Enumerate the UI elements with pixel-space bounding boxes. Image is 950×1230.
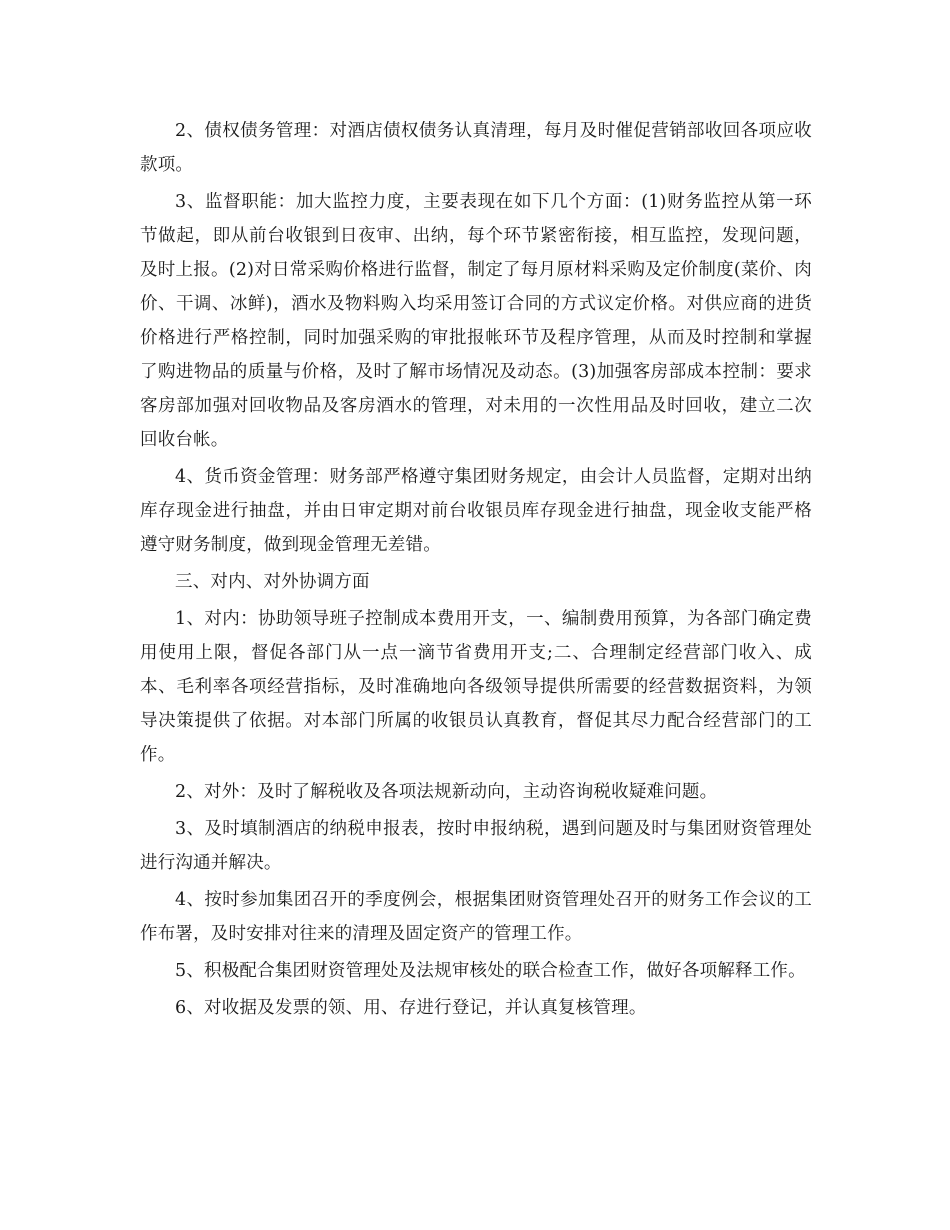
paragraph-supervision: 3、监督职能：加大监控力度，主要表现在如下几个方面：(1)财务监控从第一环节做起，即从前台收银到日夜审、出纳，每个环节紧密衔接，相互监控，发现问题，及时上报。(2)对日常采购价格进行监督，制定了每月原材料采购及定价制度(菜价、肉价、干调、冰鲜)，酒水及物料购入均采用签订合同的方式议定价格。对供应商的进货价格进行严格控制，同时加强采购的审批报帐环节及程序管理，从而及时控制和掌握了购进物品的质量与价格，及时了解市场情况及动态。(3)加强客房部成本控制：要求客房部加强对回收物品及客房酒水的管理，对未用的一次性用品及时回收，建立二次回收台帐。 xyxy=(140,192,812,450)
paragraph-internal-coordination: 1、对内：协助领导班子控制成本费用开支，一、编制费用预算，为各部门确定费用使用上限，督促各部门从一点一滴节省费用开支;二、合理制定经营部门收入、成本、毛利率各项经营指标，及时准确地向各级领导提供所需要的经营数据资料，为领导决策提供了依据。对本部门所属的收银员认真教育，督促其尽力配合经营部门的工作。 xyxy=(140,609,812,765)
paragraph-quarterly-meeting: 4、按时参加集团召开的季度例会，根据集团财资管理处召开的财务工作会议的工作布署，及时安排对往来的清理及固定资产的管理工作。 xyxy=(140,890,812,944)
document-body xyxy=(140,114,812,1028)
paragraph-joint-inspection: 5、积极配合集团财资管理处及法规审核处的联合检查工作，做好各项解释工作。 xyxy=(175,961,806,981)
paragraph-tax-filing: 3、及时填制酒店的纳税申报表，按时申报纳税，遇到问题及时与集团财资管理处进行沟通并解决。 xyxy=(140,819,812,873)
paragraph-cash-management: 4、货币资金管理：财务部严格遵守集团财务规定，由会计人员监督，定期对出纳库存现金进行抽盘，并由日审定期对前台收银员库存现金进行抽盘，现金收支能严格遵守财务制度，做到现金管理无差错。 xyxy=(140,467,812,555)
section-heading-coordination: 三、对内、对外协调方面 xyxy=(175,572,370,592)
paragraph-debt-management: 2、债权债务管理：对酒店债权债务认真清理，每月及时催促营销部收回各项应收款项。 xyxy=(140,121,812,175)
paragraph-external-coordination: 2、对外：及时了解税收及各项法规新动向，主动咨询税收疑难问题。 xyxy=(175,782,718,802)
paragraph-receipts-invoices: 6、对收据及发票的领、用、存进行登记，并认真复核管理。 xyxy=(175,998,647,1018)
